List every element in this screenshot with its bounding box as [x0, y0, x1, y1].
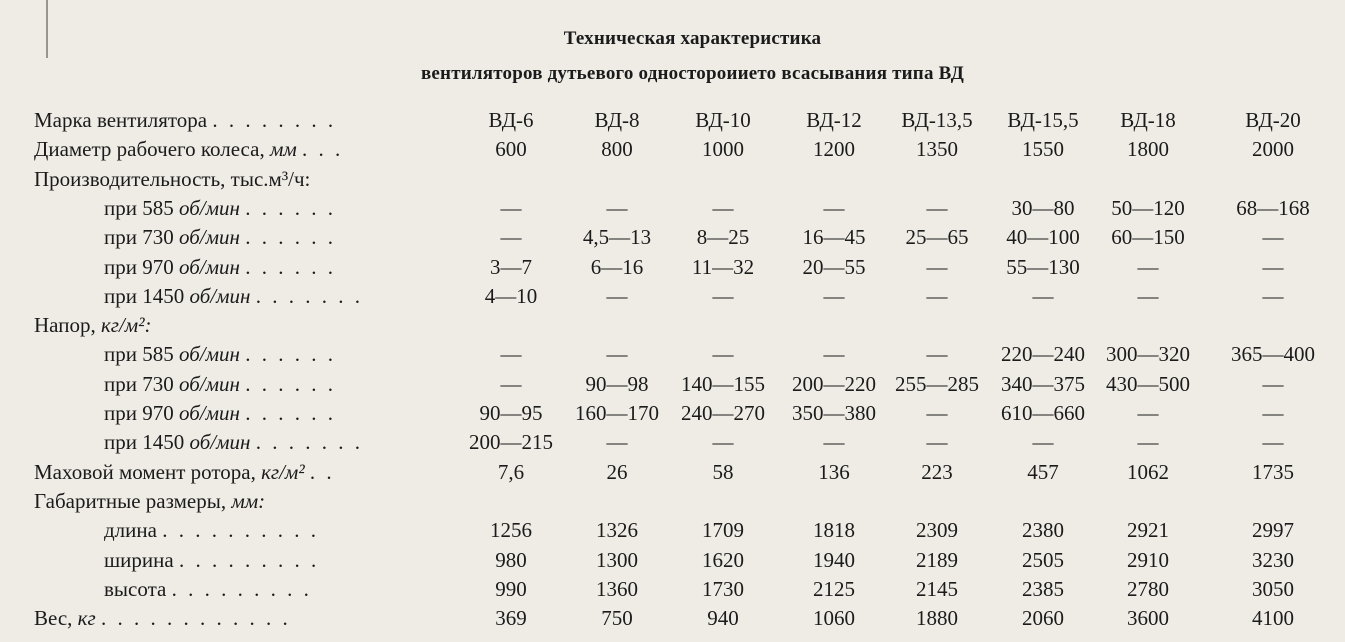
row-label-unit: мм:: [231, 488, 266, 513]
table-cell: —: [1032, 430, 1054, 455]
table-cell: 200—215: [469, 430, 553, 455]
row-label: [104, 548, 319, 573]
table-cell: 68—168: [1236, 195, 1310, 220]
table-cell: —: [1262, 401, 1284, 425]
table-subtitle: вентиляторов дутьевого одностороиието всасывания типа ВД: [420, 63, 965, 84]
row-label-unit: кг/м²: [261, 459, 305, 484]
table-cell: 3—7: [490, 254, 532, 279]
table-cell: 350—380: [792, 401, 876, 425]
table-cell: 430—500: [1106, 371, 1190, 396]
table-cell: 2910: [1127, 547, 1169, 572]
table-cell: 980: [495, 547, 527, 572]
row-label-unit: кг: [77, 606, 96, 631]
row-label: [34, 167, 310, 192]
table-cell: 25—65: [905, 225, 969, 250]
table-cell: —: [926, 401, 948, 425]
row-label: [104, 518, 319, 543]
leader-dots: . . . . . . . . . . . .: [100, 606, 291, 631]
row-label-text: при 585: [104, 195, 174, 220]
row-label: [34, 137, 343, 162]
table-cell: —: [823, 283, 845, 308]
table-cell: —: [712, 195, 734, 220]
table-cell: —: [500, 225, 522, 250]
row-label: [104, 284, 363, 309]
table-cell: —: [823, 195, 845, 220]
leader-dots: . . . . . . .: [255, 430, 363, 455]
table-cell: ВД-20: [1245, 108, 1301, 132]
table-cell: 340—375: [1001, 371, 1085, 396]
table-cell: 457: [1027, 459, 1059, 484]
table-cell: 2380: [1022, 518, 1064, 543]
table-cell: —: [926, 430, 948, 455]
leader-dots: . . .: [302, 137, 344, 162]
table-cell: —: [606, 342, 628, 367]
table-cell: 2125: [813, 576, 855, 601]
row-label: [34, 108, 336, 133]
row-label-text: Диаметр рабочего колеса,: [34, 137, 265, 162]
table-cell: —: [712, 283, 734, 308]
row-label-unit: кг/м²:: [100, 313, 152, 338]
table-cell: —: [1262, 225, 1284, 250]
table-cell: 600: [495, 137, 527, 162]
table-cell: 3050: [1252, 576, 1294, 601]
table-cell: 365—400: [1231, 342, 1315, 367]
row-label: [104, 255, 336, 280]
table-cell: 1200: [813, 137, 855, 162]
table-cell: ВД-8: [594, 108, 640, 132]
table-cell: 4100: [1252, 606, 1294, 631]
table-cell: —: [1137, 283, 1159, 308]
table-cell: 2505: [1022, 547, 1064, 572]
table-cell: 140—155: [681, 371, 765, 396]
table-cell: 1550: [1022, 137, 1064, 162]
row-label-unit: об/мин: [178, 342, 240, 367]
table-cell: ВД-18: [1120, 108, 1176, 132]
table-cell: ВД-13,5: [901, 108, 973, 132]
table-cell: 2385: [1022, 576, 1064, 601]
leader-dots: . .: [309, 459, 335, 484]
row-label: [104, 225, 336, 250]
row-label: [104, 372, 336, 397]
row-label-text: ширина: [104, 547, 174, 572]
row-label-text: Напор,: [34, 313, 96, 338]
table-cell: 1620: [702, 547, 744, 572]
table-cell: —: [926, 195, 948, 220]
table-cell: 20—55: [802, 254, 866, 279]
leader-dots: . . . . . .: [245, 254, 336, 279]
leader-dots: . . . . . . . . . .: [162, 518, 319, 543]
table-cell: ВД-10: [695, 108, 751, 132]
table-cell: 223: [921, 459, 953, 484]
row-label-unit: об/мин: [178, 254, 240, 279]
table-cell: 1880: [916, 606, 958, 631]
table-cell: —: [606, 283, 628, 308]
row-label: [104, 401, 336, 426]
table-cell: 1256: [490, 518, 532, 543]
row-label-text: длина: [104, 518, 157, 543]
leader-dots: . . . . . .: [245, 225, 336, 250]
row-label-text: Габаритные размеры,: [34, 488, 227, 513]
table-cell: 3230: [1252, 547, 1294, 572]
row-label: [104, 342, 336, 367]
table-cell: 1062: [1127, 459, 1169, 484]
table-cell: 1360: [596, 576, 638, 601]
table-cell: ВД-15,5: [1007, 108, 1079, 132]
table-cell: —: [606, 430, 628, 455]
table-cell: 1000: [702, 137, 744, 162]
table-cell: 160—170: [575, 401, 659, 425]
leader-dots: . . . . . .: [245, 342, 336, 367]
table-cell: 1818: [813, 518, 855, 543]
table-cell: 136: [818, 459, 850, 484]
table-cell: 1350: [916, 137, 958, 162]
row-label-unit: об/мин: [189, 430, 251, 455]
table-cell: —: [1137, 254, 1159, 279]
table-cell: 990: [495, 576, 527, 601]
table-cell: 6—16: [590, 254, 644, 279]
row-label-unit: об/мин: [178, 401, 240, 425]
table-cell: —: [712, 342, 734, 367]
leader-dots: . . . . . . . .: [212, 108, 337, 132]
table-cell: —: [1262, 371, 1284, 396]
row-label-text: Производительность, тыс.м³/ч:: [34, 166, 311, 191]
table-cell: 7,6: [497, 459, 525, 484]
row-label-text: Марка вентилятора: [34, 108, 208, 132]
table-cell: 2060: [1022, 606, 1064, 631]
table-cell: 1940: [813, 547, 855, 572]
row-label-text: Маховой момент ротора,: [34, 459, 256, 484]
table-cell: 300—320: [1106, 342, 1190, 367]
row-label: [34, 460, 335, 485]
row-label: [104, 577, 312, 602]
row-label-text: при 585: [104, 342, 174, 367]
leader-dots: . . . . . .: [245, 371, 336, 396]
table-cell: 940: [707, 606, 739, 631]
table-cell: 2921: [1127, 518, 1169, 543]
table-cell: 3600: [1127, 606, 1169, 631]
table-cell: —: [823, 342, 845, 367]
table-cell: —: [1137, 430, 1159, 455]
leader-dots: . . . . . . . . .: [178, 547, 320, 572]
table-cell: 240—270: [681, 401, 765, 425]
table-cell: 1060: [813, 606, 855, 631]
leader-dots: . . . . . .: [245, 195, 336, 220]
table-cell: 610—660: [1001, 401, 1085, 425]
leader-dots: . . . . . .: [245, 401, 336, 425]
table-cell: 1730: [702, 576, 744, 601]
table-cell: 11—32: [691, 254, 755, 279]
table-cell: 4—10: [484, 283, 538, 308]
table-cell: —: [606, 195, 628, 220]
table-cell: —: [500, 342, 522, 367]
table-cell: —: [1262, 430, 1284, 455]
table-cell: 800: [601, 137, 633, 162]
row-label-unit: об/мин: [178, 225, 240, 250]
leader-dots: . . . . . . .: [255, 283, 363, 308]
table-cell: 90—98: [585, 371, 649, 396]
table-cell: 2309: [916, 518, 958, 543]
table-cell: —: [926, 283, 948, 308]
row-label-unit: об/мин: [178, 195, 240, 220]
row-label: [34, 313, 152, 338]
table-cell: ВД-12: [806, 108, 862, 132]
row-label-unit: об/мин: [189, 283, 251, 308]
table-cell: 1300: [596, 547, 638, 572]
table-cell: 200—220: [792, 371, 876, 396]
table-cell: 58: [712, 459, 734, 484]
table-cell: 220—240: [1001, 342, 1085, 367]
row-label-text: при 1450: [104, 430, 185, 455]
table-cell: —: [1262, 254, 1284, 279]
row-label-text: Вес,: [34, 606, 73, 631]
table-cell: 90—95: [479, 401, 543, 425]
row-label-text: при 730: [104, 371, 174, 396]
row-label-text: при 730: [104, 225, 174, 250]
table-cell: —: [1137, 401, 1159, 425]
row-label-text: при 970: [104, 254, 174, 279]
leader-dots: . . . . . . . . .: [171, 576, 312, 601]
table-cell: —: [1262, 283, 1284, 308]
row-label: [104, 430, 363, 455]
table-cell: —: [712, 430, 734, 455]
table-cell: 2000: [1252, 137, 1294, 162]
row-label: [104, 196, 336, 221]
table-cell: 1326: [596, 518, 638, 543]
table-cell: 750: [601, 606, 633, 631]
table-cell: 255—285: [895, 371, 979, 396]
row-label-unit: мм: [269, 137, 297, 162]
table-cell: ВД-6: [488, 108, 534, 132]
row-label: [34, 489, 265, 514]
table-cell: 369: [495, 606, 527, 631]
table-cell: —: [500, 371, 522, 396]
row-label: [34, 606, 291, 631]
table-cell: 60—150: [1111, 225, 1185, 250]
table-cell: —: [926, 342, 948, 367]
table-cell: 50—120: [1111, 195, 1185, 220]
table-cell: 1709: [702, 518, 744, 543]
table-cell: 4,5—13: [582, 225, 652, 250]
table-cell: 8—25: [696, 225, 750, 250]
row-label-unit: об/мин: [178, 371, 240, 396]
table-cell: 2145: [916, 576, 958, 601]
table-cell: 2780: [1127, 576, 1169, 601]
table-cell: —: [500, 195, 522, 220]
table-cell: 1735: [1252, 459, 1294, 484]
table-cell: —: [823, 430, 845, 455]
row-label-text: при 1450: [104, 283, 185, 308]
table-cell: 30—80: [1011, 195, 1075, 220]
table-cell: —: [926, 254, 948, 279]
row-label-text: высота: [104, 576, 167, 601]
table-cell: 55—130: [1006, 254, 1080, 279]
row-label-text: при 970: [104, 401, 174, 425]
table-cell: 40—100: [1006, 225, 1080, 250]
table-cell: 16—45: [802, 225, 866, 250]
table-cell: 26: [606, 459, 628, 484]
table-title: Техническая характеристика: [563, 28, 822, 49]
table-cell: 1800: [1127, 137, 1169, 162]
table-cell: —: [1032, 283, 1054, 308]
table-cell: 2189: [916, 547, 958, 572]
table-cell: 2997: [1252, 518, 1294, 543]
